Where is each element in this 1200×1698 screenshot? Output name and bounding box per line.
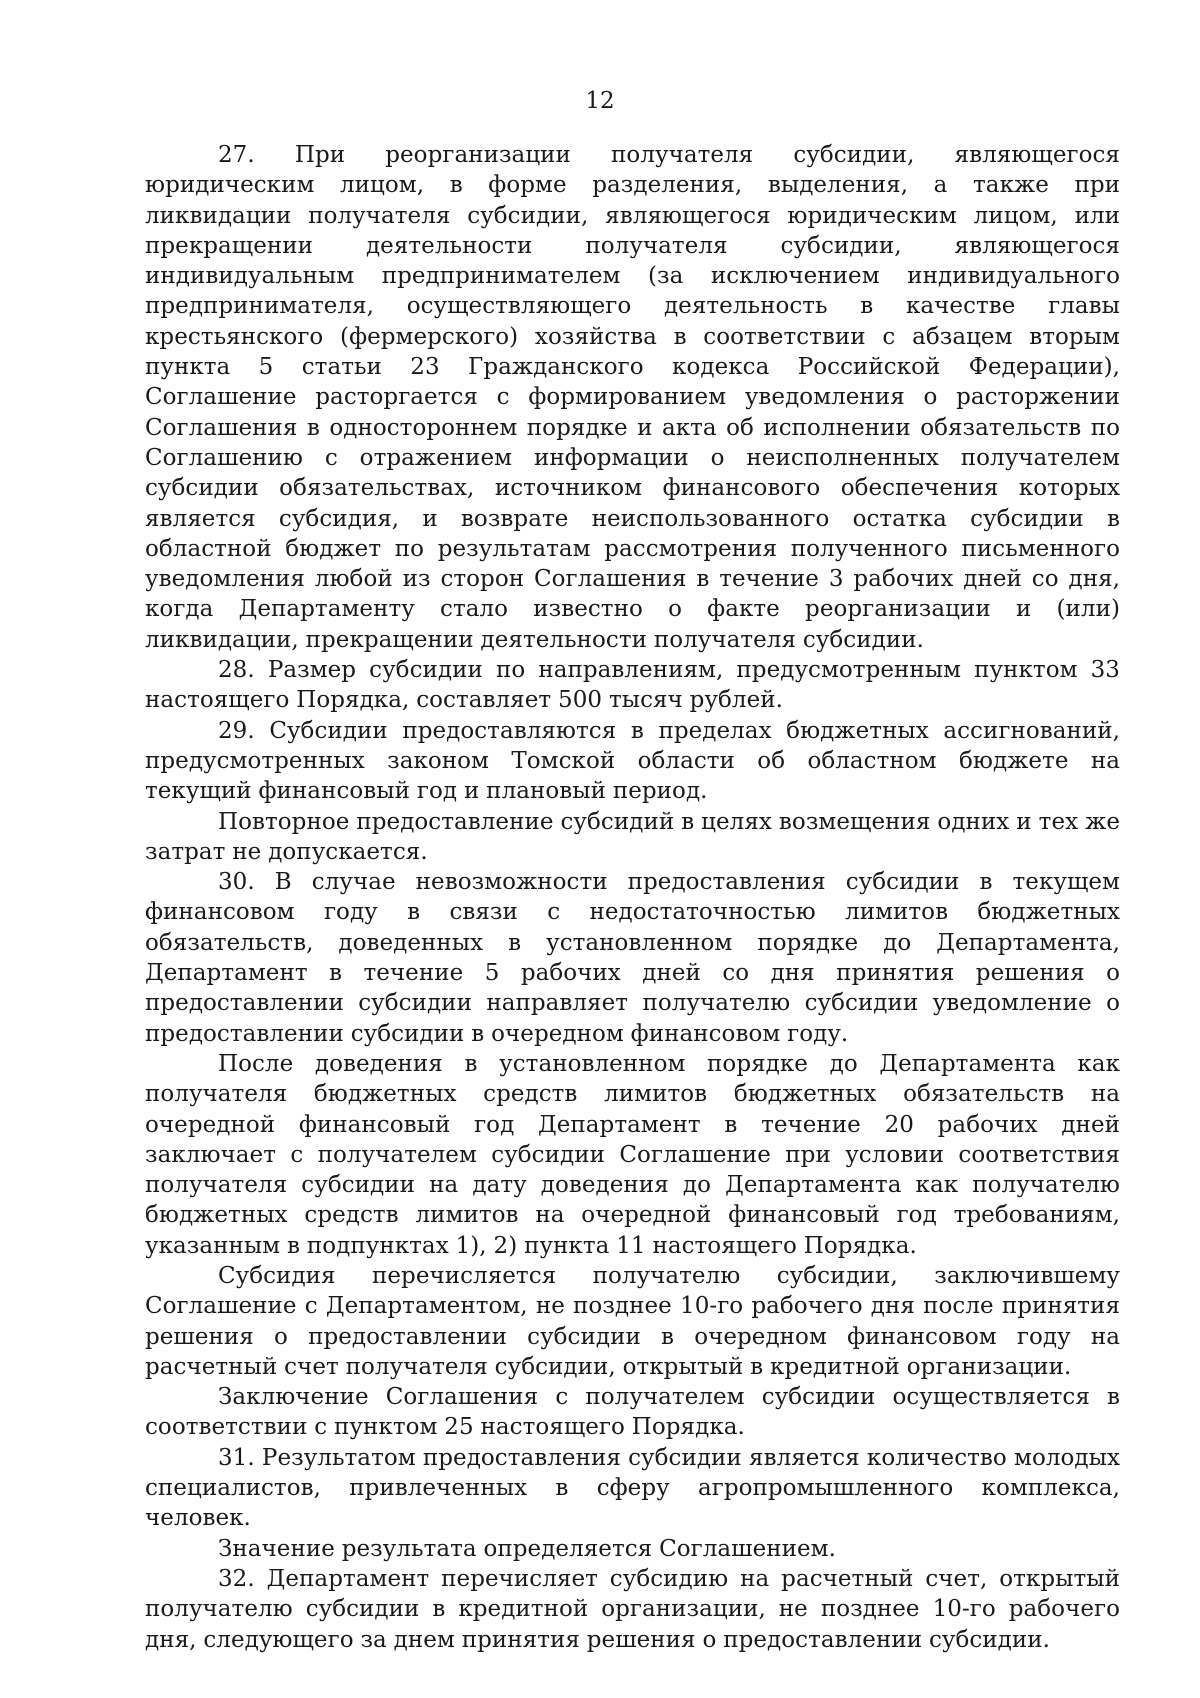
paragraph-28: 28. Размер субсидии по направлениям, предусмотренным пунктом 33 настоящего Порядка, составляет 500 тысяч рублей.: [145, 657, 1120, 714]
paragraph-30-transfer: Субсидия перечисляется получателю субсидии, заключившему Соглашение с Департаментом, не позднее 10-го рабочего дня после принятия решения о предоставлении субсидии в очередном финансовом году на расчетный счет получателя субсидии, открытый в кредитной организации.: [145, 1262, 1120, 1380]
document-body: [145, 140, 1120, 1655]
paragraph-31: 31. Результатом предоставления субсидии является количество молодых специалистов, привлеченных в сферу агропромышленного комплекса, человек.: [145, 1444, 1120, 1532]
paragraph-31-result-value: Значение результата определяется Соглашением.: [218, 1535, 836, 1562]
paragraph-30-agreement: После доведения в установленном порядке до Департамента как получателя бюджетных средств лимитов бюджетных обязательств на очередной финансовый год Департамент в течение 20 рабочих дней заключает с получателем субсидии Соглашение при условии соответствия получателя субсидии на дату доведения до Департамента как получателю бюджетных средств лимитов на очередной финансовый год требованиям, указанным в подпунктах 1), 2) пункта 11 настоящего Порядка.: [145, 1050, 1120, 1259]
paragraph-30-conclusion: Заключение Соглашения с получателем субсидии осуществляется в соответствии с пунктом 25 настоящего Порядка.: [145, 1384, 1120, 1441]
paragraph-29-repeat-ban: Повторное предоставление субсидий в целях возмещения одних и тех же затрат не допускается.: [145, 808, 1120, 865]
paragraph-30: 30. В случае невозможности предоставления субсидии в текущем финансовом году в связи с недостаточностью лимитов бюджетных обязательств, доведенных в установленном порядке до Департамента, Департамент в течение 5 рабочих дней со дня принятия решения о предоставлении субсидии направляет получателю субсидии уведомление о предоставлении субсидии в очередном финансовом году.: [145, 869, 1120, 1047]
paragraph-27: 27. При реорганизации получателя субсидии, являющегося юридическим лицом, в форме разделения, выделения, а также при ликвидации получателя субсидии, являющегося юридическим лицом, или прекращении деятельности получателя субсидии, являющегося индивидуальным предпринимателем (за исключением индивидуального предпринимателя, осуществляющего деятельность в качестве главы крестьянского (фермерского) хозяйства в соответствии с абзацем вторым пункта 5 статьи 23 Гражданского кодекса Российской Федерации), Соглашение расторгается с формированием уведомления о расторжении Соглашения в одностороннем порядке и акта об исполнении обязательств по Соглашению с отражением информации о неисполненных получателем субсидии обязательствах, источником финансового обеспечения которых является субсидия, и возврате неиспользованного остатка субсидии в областной бюджет по результатам рассмотрения полученного письменного уведомления любой из сторон Соглашения в течение 3 рабочих дней со дня, когда Департаменту стало известно о факте реорганизации и (или) ликвидации, прекращении деятельности получателя субсидии.: [145, 142, 1120, 653]
paragraph-29: 29. Субсидии предоставляются в пределах бюджетных ассигнований, предусмотренных законом Томской области об областном бюджете на текущий финансовый год и плановый период.: [145, 717, 1120, 805]
paragraph-32: 32. Департамент перечисляет субсидию на расчетный счет, открытый получателю субсидии в кредитной организации, не позднее 10-го рабочего дня, следующего за днем принятия решения о предоставлении субсидии.: [145, 1565, 1120, 1653]
page-number: 12: [585, 88, 615, 114]
